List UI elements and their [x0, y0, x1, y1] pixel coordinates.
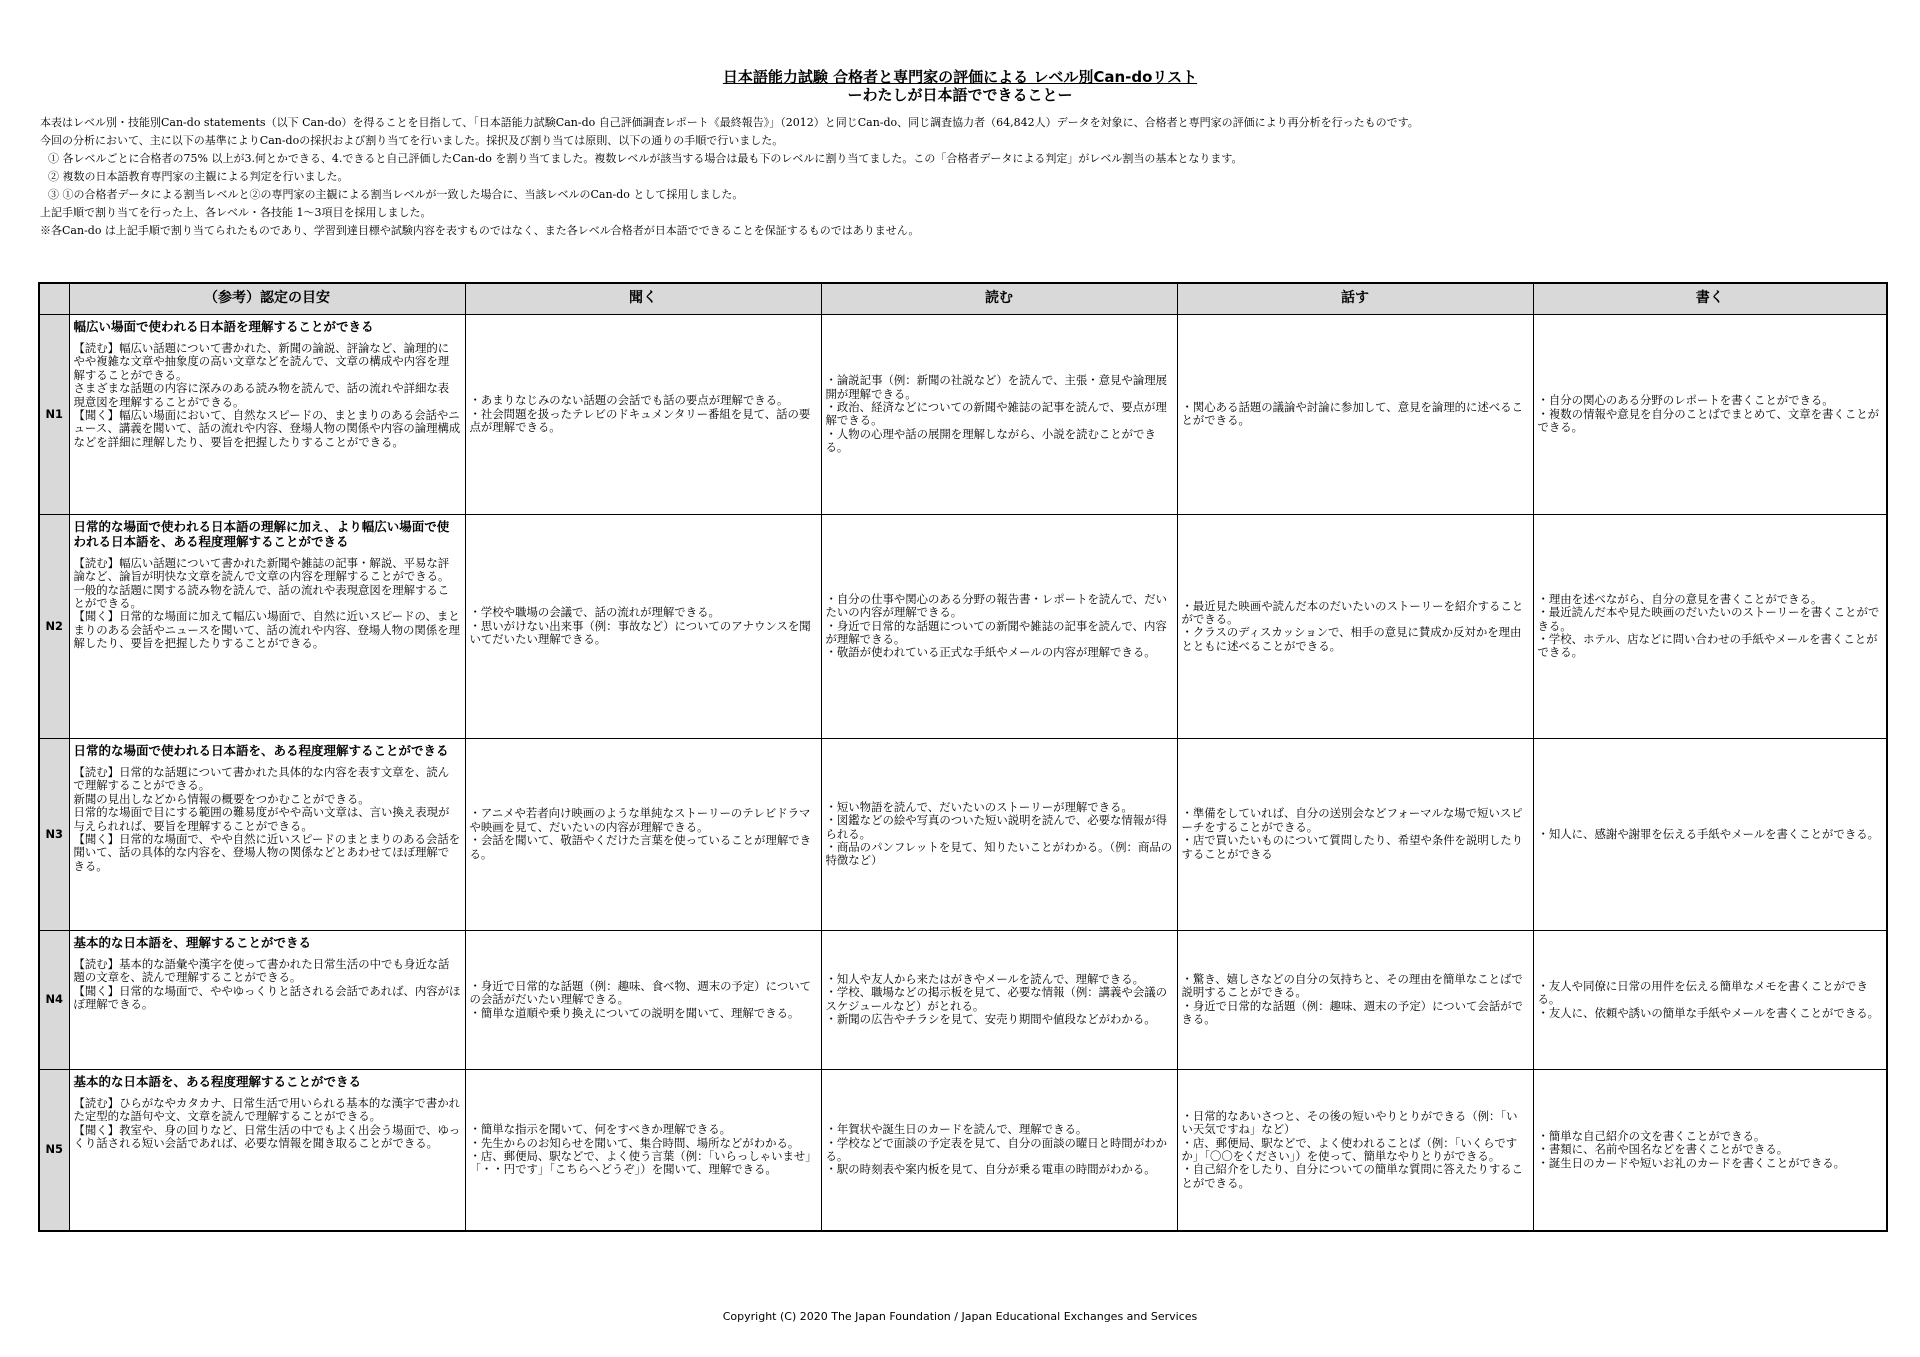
reference-text: 【読む】日常的な話題について書かれた具体的な内容を表す文章を、読んで理解することができる。: [73, 764, 450, 793]
can-do-item: ・短い物語を読んで、だいたいのストーリーが理解できる。: [825, 799, 1133, 814]
can-do-item: ・複数の情報や意見を自分のことばでまとめて、文章を書くことができる。: [1537, 406, 1879, 435]
reference-title: 基本的な日本語を、理解することができる: [73, 934, 312, 950]
can-do-item: ・誕生日のカードや短いお礼のカードを書くことができる。: [1537, 1155, 1846, 1170]
write-cell: [1533, 315, 1887, 515]
can-do-item: ・店、郵便局、駅などで、よく使われることば（例：「いくらですか」「〇〇をください」）を使って、簡単なやりとりができる。: [1181, 1135, 1518, 1163]
reference-text: 【読む】幅広い話題について書かれた新聞や雑誌の記事・解説、平易な評論など、論旨が明快な文章を読んで文章の内容を理解することができる。: [73, 555, 450, 584]
can-do-item: ・日常的なあいさつと、その後の短いやりとりができる（例：「いい天気ですね」など）: [1181, 1108, 1518, 1137]
col-header-listening: 聞く: [465, 283, 821, 315]
can-do-item: ・準備をしていれば、自分の送別会などフォーマルな場で短いスピーチをすることができる。: [1181, 806, 1523, 834]
col-header-speaking: 話す: [1177, 283, 1533, 315]
can-do-item: ・会話を聞いて、敬語やくだけた言葉を使っていることが理解できる。: [469, 833, 811, 861]
can-do-item: ・商品のパンフレットを見て、知りたいことがわかる。（例：商品の特徴など）: [825, 840, 1173, 868]
read-cell: [821, 1069, 1177, 1231]
table-row: [39, 315, 1887, 515]
can-do-item: ・知人に、感謝や謝罪を伝える手紙やメールを書くことができる。: [1537, 826, 1879, 841]
can-do-item: ・身近で日常的な話題（例：趣味、週末の予定）について会話ができる。: [1181, 998, 1523, 1027]
intro-line: 今回の分析において、主に以下の基準によりCan-doの採択および割り当てを行いました。採択及び割り当ては原則、以下の通りの手順で行いました。: [40, 134, 784, 147]
reference-cell: [69, 930, 465, 1069]
reference-text: さまざまな話題の内容に深みのある読み物を読んで、話の流れや詳細な表現意図を理解することができる。: [73, 381, 450, 409]
reference-text: 【聞く】幅広い場面において、自然なスピードの、まとまりのある会話やニュース、講義を聞いて、話の流れや内容、登場人物の関係や内容の論理構成などを詳細に理解したり、要旨を把握したりすることができる。: [73, 408, 461, 449]
speak-cell: [1177, 1069, 1533, 1231]
table-row: [39, 738, 1887, 930]
reference-text: 【聞く】日常的な場面で、やや自然に近いスピードのまとまりのある会話を聞いて、話の具体的な内容を、登場人物の関係などとあわせてほぼ理解できる。: [73, 831, 461, 873]
col-header-reading: 読む: [821, 283, 1177, 315]
can-do-item: ・友人に、依頼や誘いの簡単な手紙やメールを書くことができる。: [1537, 1005, 1879, 1020]
listen-cell: [465, 930, 821, 1069]
listen-cell: [465, 514, 821, 738]
can-do-item: ・学校などで面談の予定表を見て、自分の面談の曜日と時間がわかる。: [825, 1135, 1167, 1163]
reference-title: 基本的な日本語を、ある程度理解することができる: [73, 1073, 362, 1089]
reference-cell: [69, 514, 465, 738]
reference-text: 一般的な話題に関する読み物を読んで、話の流れや表現意図を理解することができる。: [73, 582, 450, 611]
level-label: N1: [39, 315, 69, 515]
read-cell: [821, 930, 1177, 1069]
listen-cell: [465, 315, 821, 515]
can-do-item: ・論説記事（例：新聞の社説など）を読んで、主張・意見や論理展開が理解できる。: [825, 373, 1167, 401]
col-header-writing: 書く: [1533, 283, 1887, 315]
speak-cell: [1177, 930, 1533, 1069]
can-do-item: ・簡単な自己紹介の文を書くことができる。: [1537, 1128, 1766, 1143]
can-do-item: ・関心ある話題の議論や討論に参加して、意見を論理的に述べることができる。: [1181, 400, 1523, 428]
reference-text: 【聞く】日常的な場面に加えて幅広い場面で、自然に近いスピードの、まとまりのある会話やニュースを聞いて、話の流れや内容、登場人物の関係を理解したり、要旨を把握したりすることができる。: [73, 609, 460, 651]
listen-cell: [465, 738, 821, 930]
can-do-item: ・敬語が使われている正式な手紙やメールの内容が理解できる。: [825, 645, 1156, 660]
can-do-item: ・先生からのお知らせを聞いて、集合時間、場所などがわかる。: [469, 1135, 800, 1150]
can-do-item: ・自己紹介をしたり、自分についての簡単な質問に答えたりすることができる。: [1181, 1162, 1523, 1190]
read-cell: [821, 514, 1177, 738]
table-row: [39, 1069, 1887, 1231]
can-do-item: ・政治、経済などについての新聞や雑誌の記事を読んで、要点が理解できる。: [825, 400, 1167, 428]
listen-cell: [465, 1069, 821, 1231]
speak-cell: [1177, 738, 1533, 930]
can-do-item: ・新聞の広告やチラシを見て、安売り期間や値段などがわかる。: [825, 1012, 1156, 1027]
can-do-item: ・学校や職場の会議で、話の流れが理解できる。: [469, 605, 720, 620]
document-subtitle: ーわたしが日本語でできることー: [847, 86, 1073, 104]
can-do-item: ・店、郵便局、駅などで、よく使う言葉（例：「いらっしゃいませ」「・・円です」「こちらへどうぞ」）を聞いて、理解できる。: [469, 1148, 811, 1177]
reference-cell: [69, 1069, 465, 1231]
can-do-item: ・理由を述べながら、自分の意見を書くことができる。: [1537, 591, 1823, 606]
can-do-item: ・簡単な指示を聞いて、何をすべきか理解できる。: [469, 1122, 732, 1137]
can-do-item: ・駅の時刻表や案内板を見て、自分が乗る電車の時間がわかる。: [825, 1162, 1156, 1177]
reference-text: 日常的な場面で目にする範囲の難易度がやや高い文章は、言い換え表現が与えられれば、要旨を理解することができる。: [73, 805, 450, 833]
level-label: N5: [39, 1069, 69, 1231]
level-label: N3: [39, 738, 69, 930]
table-row: [39, 514, 1887, 738]
table-header-row: [39, 283, 1887, 315]
can-do-item: ・アニメや若者向け映画のような単純なストーリーのテレビドラマや映画を見て、だいたいの内容が理解できる。: [469, 806, 811, 834]
reference-text: 【読む】幅広い話題について書かれた、新聞の論説、評論など、論理的にやや複雑な文章や抽象度の高い文章などを読んで、文章の構成や内容を理解することができる。: [73, 341, 450, 382]
reference-title: 日常的な場面で使われる日本語の理解に加え、より幅広い場面で使われる日本語を、ある程度理解することができる: [73, 518, 450, 549]
reference-cell: [69, 738, 465, 930]
can-do-item: ・自分の仕事や関心のある分野の報告書・レポートを読んで、だいたいの内容が理解できる。: [825, 591, 1167, 620]
intro-line: 上記手順で割り当てを行った上、各レベル・各技能 1〜3項目を採用しました。: [40, 206, 432, 219]
reference-title: 幅広い場面で使われる日本語を理解することができる: [73, 319, 374, 334]
can-do-item: ・人物の心理や話の展開を理解しながら、小説を読むことができる。: [825, 426, 1156, 455]
can-do-item: ・最近見た映画や読んだ本のだいたいのストーリーを紹介することができる。: [1181, 598, 1524, 626]
read-cell: [821, 315, 1177, 515]
reference-text: 新聞の見出しなどから情報の概要をつかむことができる。: [73, 791, 370, 806]
reference-text: 【聞く】日常的な場面で、ややゆっくりと話される会話であれば、内容がほぼ理解できる。: [73, 983, 461, 1011]
col-header-reference: （参考）認定の目安: [69, 283, 465, 315]
can-do-item: ・身近で日常的な話題（例：趣味、食べ物、週末の予定）についての会話がだいたい理解できる。: [469, 978, 811, 1007]
corner-cell: [39, 283, 69, 315]
reference-text: 【聞く】教室や、身の回りなど、日常生活の中でもよく出会う場面で、ゆっくり話される短い会話であれば、必要な情報を聞き取ることができる。: [73, 1122, 461, 1151]
can-do-item: ・最近読んだ本や見た映画のだいたいのストーリーを書くことができる。: [1537, 605, 1880, 633]
can-do-item: ・身近で日常的な話題についての新聞や雑誌の記事を読んで、内容が理解できる。: [825, 618, 1167, 647]
can-do-item: ・学校、ホテル、店などに問い合わせの手紙やメールを書くことができる。: [1537, 632, 1878, 660]
table-row: [39, 930, 1887, 1069]
can-do-item: ・クラスのディスカッションで、相手の意見に賛成か反対かを理由とともに述べることができる。: [1181, 625, 1522, 653]
reference-text: 【読む】基本的な語彙や漢字を使って書かれた日常生活の中でも身近な話題の文章を、読んで理解することができる。: [73, 956, 450, 985]
reference-title: 日常的な場面で使われる日本語を、ある程度理解することができる: [73, 742, 449, 758]
can-do-item: ・自分の関心のある分野のレポートを書くことができる。: [1537, 393, 1834, 408]
level-label: N2: [39, 514, 69, 738]
intro-note: ※各Can-do は上記手順で割り当てられたものであり、学習到達目標や試験内容を表すものではなく、また各レベル合格者が日本語でできることを保証するものではありません。: [40, 224, 920, 237]
can-do-item: ・簡単な道順や乗り換えについての説明を聞いて、理解できる。: [469, 1005, 800, 1020]
write-cell: [1533, 1069, 1887, 1231]
write-cell: [1533, 738, 1887, 930]
can-do-item: ・驚き、嬉しさなどの自分の気持ちと、その理由を簡単なことばで説明することができる。: [1181, 972, 1523, 1000]
can-do-item: ・書類に、名前や国名などを書くことができる。: [1537, 1142, 1789, 1157]
can-do-item: ・学校、職場などの掲示板を見て、必要な情報（例：講義や会議のスケジュールなど）がとれる。: [825, 985, 1167, 1013]
intro-step: ③ ①の合格者データによる割当レベルと②の専門家の主観による割当レベルが一致した場合に、当該レベルのCan-do として採用しました。: [48, 188, 744, 201]
intro-line: 本表はレベル別・技能別Can-do statements（以下 Can-do）を得ることを目指して、「日本語能力試験Can-do 自己評価調査レポート《最終報告》」（2012）と同じCan-do、同じ調査協力者（64,842人）データを対象に、合格者と専門家の評価により再分析を行ったものです。: [40, 116, 1419, 129]
can-do-item: ・友人や同僚に日常の用件を伝える簡単なメモを書くことができる。: [1537, 978, 1868, 1007]
speak-cell: [1177, 315, 1533, 515]
document-title: 日本語能力試験 合格者と専門家の評価による レベル別Can-doリスト: [722, 68, 1198, 86]
read-cell: [821, 738, 1177, 930]
speak-cell: [1177, 514, 1533, 738]
can-do-item: ・思いがけない出来事（例：事故など）についてのアナウンスを聞いてだいたい理解できる。: [469, 618, 811, 647]
write-cell: [1533, 514, 1887, 738]
can-do-item: ・年賀状や誕生日のカードを読んで、理解できる。: [825, 1122, 1088, 1137]
can-do-item: ・あまりなじみのない話題の会話でも話の要点が理解できる。: [469, 393, 789, 408]
reference-text: 【読む】ひらがなやカタカナ、日常生活で用いられる基本的な漢字で書かれた定型的な語句や文、文章を読んで理解することができる。: [73, 1095, 460, 1124]
level-label: N4: [39, 930, 69, 1069]
can-do-item: ・社会問題を扱ったテレビのドキュメンタリー番組を見て、話の要点が理解できる。: [469, 406, 811, 435]
write-cell: [1533, 930, 1887, 1069]
can-do-table: [38, 282, 1888, 1232]
intro-step: ② 複数の日本語教育専門家の主観による判定を行いました。: [48, 170, 349, 183]
intro-text: [40, 114, 1900, 240]
can-do-item: ・店で買いたいものについて質問したり、希望や条件を説明したりすることができる: [1181, 833, 1523, 861]
can-do-item: ・図鑑などの絵や写真のついた短い説明を読んで、必要な情報が得られる。: [825, 813, 1167, 841]
can-do-item: ・知人や友人から来たはがきやメールを読んで、理解できる。: [825, 972, 1144, 987]
copyright-footer: Copyright (C) 2020 The Japan Foundation / Japan Educational Exchanges and Services: [722, 1310, 1198, 1323]
intro-step: ① 各レベルごとに合格者の75% 以上が3.何とかできる、4.できると自己評価したCan-do を割り当てました。複数レベルが該当する場合は最も下のレベルに割り当てました。この「合格者データによる判定」がレベル割当の基本となります。: [48, 152, 1243, 165]
reference-cell: [69, 315, 465, 515]
